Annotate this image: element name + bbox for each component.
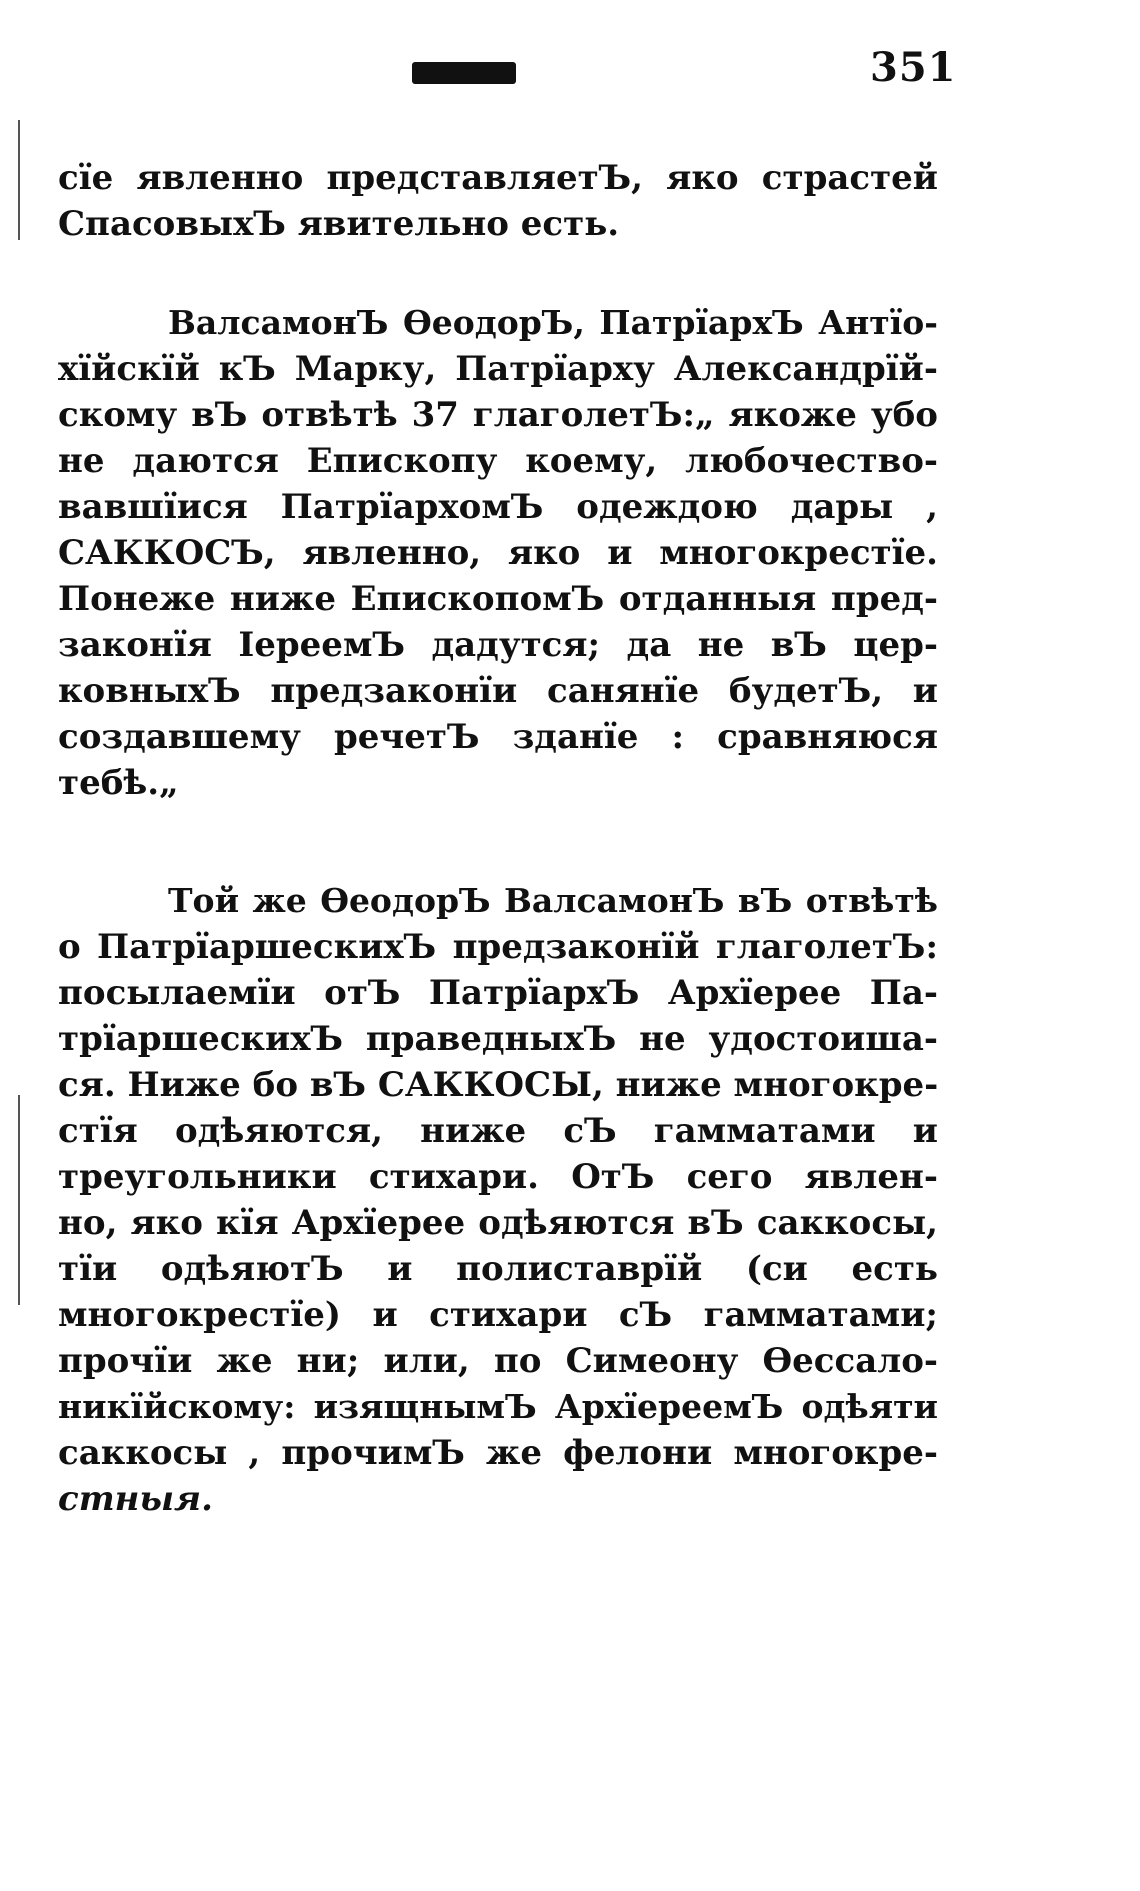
- text-line: САККОСЪ, явленно, яко и многокрестїе.: [58, 533, 938, 573]
- text-line: тїи одѣяютЪ и полиставрїй (си есть: [58, 1249, 938, 1289]
- page-number: 351: [870, 44, 957, 91]
- paragraph-1: [58, 155, 938, 247]
- paragraph-3: [58, 878, 938, 1522]
- text-line: но, яко кїя Архїерее одѣяются вЪ саккосы,: [58, 1203, 938, 1243]
- text-line: стныя.: [58, 1479, 213, 1519]
- text-line: Понеже ниже ЕпископомЪ отданныя пред-: [58, 579, 938, 619]
- text-line: СпасовыхЪ явительно есть.: [58, 204, 620, 244]
- text-line: вавшїися ПатрїархомЪ одеждою дары ,: [58, 487, 938, 527]
- text-line: не даются Епископу коему, любочество-: [58, 441, 938, 481]
- text-line: ся. Ниже бо вЪ САККОСЫ, ниже многокре-: [58, 1065, 939, 1105]
- text-line: посылаемїи отЪ ПатрїархЪ Архїерее Па-: [58, 973, 938, 1013]
- margin-rule: [18, 1095, 20, 1305]
- text-line: законїя ІереемЪ дадутся; да не вЪ цер-: [58, 625, 938, 665]
- text-line: создавшему речетЪ зданїе : сравняюся: [58, 717, 938, 757]
- text-line: сїе явленно представляетЪ, яко страстей: [58, 158, 938, 198]
- text-line: прочїи же ни; или, по Симеону Ѳессало-: [58, 1341, 938, 1381]
- text-line: трїаршескихЪ праведныхЪ не удостоиша-: [58, 1019, 938, 1059]
- paragraph-2: [58, 300, 938, 806]
- text-line: треугольники стихари. ОтЪ сего явлен-: [58, 1157, 938, 1197]
- text-line: ковныхЪ предзаконїи санянїе будетЪ, и: [58, 671, 938, 711]
- header-ornament: [412, 62, 516, 84]
- text-line: скому вЪ отвѣтѣ 37 глаголетЪ:„ якоже убо: [58, 395, 938, 435]
- text-line: многокрестїе) и стихари сЪ гамматами;: [58, 1295, 938, 1335]
- text-line: тебѣ.„: [58, 763, 179, 803]
- text-line: о ПатрїаршескихЪ предзаконїй глаголетЪ:: [58, 927, 938, 967]
- text-line: никїйскому: изящнымЪ АрхїереемЪ одѣяти: [58, 1387, 938, 1426]
- text-line: Той же ѲеодорЪ ВалсамонЪ вЪ отвѣтѣ: [168, 881, 938, 920]
- text-line: хїйскїй кЪ Марку, Патрїарху Александрїй-: [58, 349, 938, 389]
- text-line: ВалсамонЪ ѲеодорЪ, ПатрїархЪ Антїо-: [168, 303, 938, 342]
- text-line: стїя одѣяются, ниже сЪ гамматами и: [58, 1111, 938, 1151]
- text-line: саккосы , прочимЪ же фелони многокре-: [58, 1433, 938, 1473]
- margin-rule: [18, 120, 20, 240]
